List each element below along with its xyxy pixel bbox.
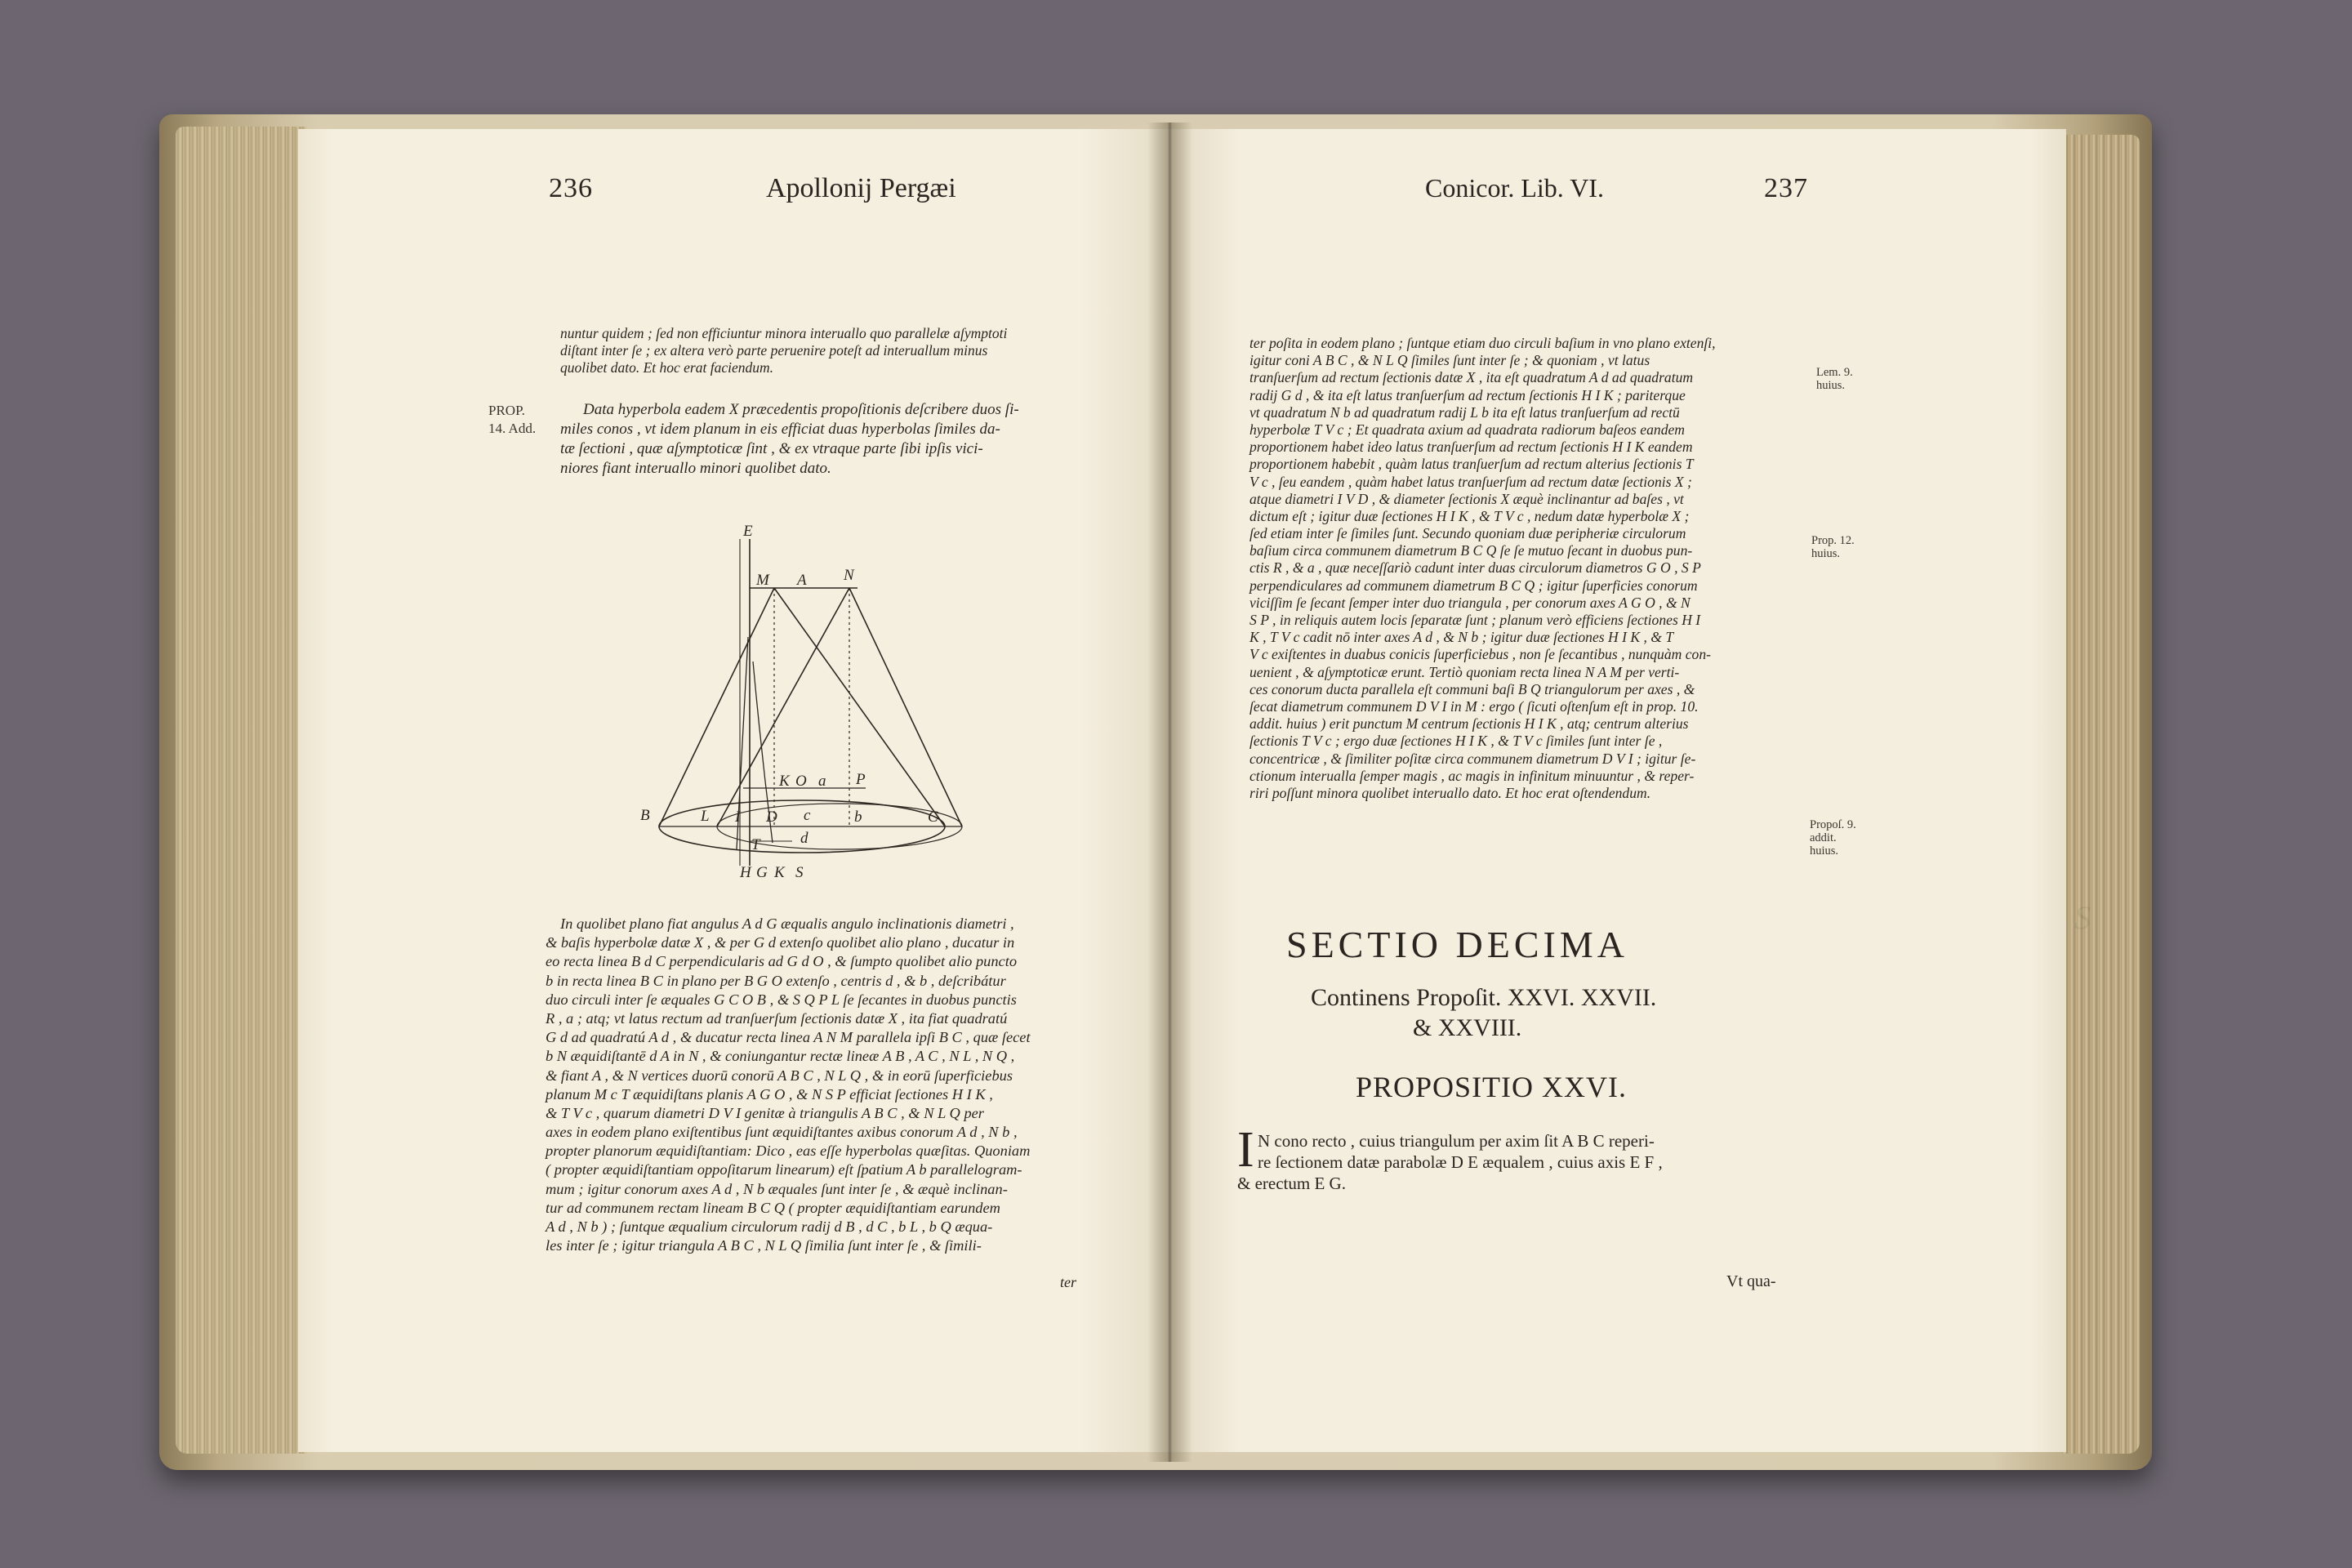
figure-label-b: b bbox=[854, 808, 862, 826]
text-line: ctionum interualla ſemper magis , ac magis in infinitum minuuntur , & reper- bbox=[1250, 767, 1695, 784]
margin-note-line: huius. bbox=[1811, 547, 1841, 560]
text-line: planum M c T æquidiſtans planis A G O , & N S P efficiat ſectiones H I K , bbox=[546, 1085, 993, 1102]
right-catchword: Vt qua- bbox=[1726, 1272, 1776, 1290]
margin-note-line: Lem. 9. bbox=[1816, 366, 1853, 379]
left-proposition-text bbox=[560, 400, 1019, 479]
text-line: proportionem habebit , quàm latus tranſuerſum ad rectum alterius ſectionis T bbox=[1250, 456, 1694, 473]
margin-note-line: huius. bbox=[1816, 379, 1846, 392]
text-line: ſed etiam inter ſe ſimiles ſunt. Secundo quoniam duæ peripheriæ circulorum bbox=[1250, 525, 1686, 542]
text-line: ctis R , & a , quæ neceſſariò cadunt inter duas circulorum diametros G O , S P bbox=[1250, 559, 1701, 577]
text-line: radij G d , & ita eſt latus tranſuerſum ad rectum ſectionis H I K ; pariterque bbox=[1250, 386, 1686, 403]
figure-label-K: K bbox=[779, 773, 790, 790]
section-title: SECTIO DECIMA bbox=[1286, 924, 1628, 965]
text-line: V c exiſtentes in duabus conicis ſuperficiebus , non ſe ſecantibus , nunquàm con- bbox=[1250, 646, 1712, 663]
text-line: viciſſim ſe ſecant ſemper inter duo triangula , per conorum axes A G O , & N bbox=[1250, 594, 1690, 611]
text-line: & T V c , quarum diametri D V I genitæ à triangulis A B C , & N L Q per bbox=[546, 1104, 984, 1121]
figure-label-d: d bbox=[800, 830, 808, 847]
drop-cap: I bbox=[1237, 1122, 1254, 1178]
text-line: igitur coni A B C , & N L Q ſimiles ſunt inter ſe ; & quoniam , vt latus bbox=[1250, 352, 1650, 369]
right-running-head: Conicor. Lib. VI. bbox=[1425, 173, 1604, 203]
left-catchword: ter bbox=[1060, 1274, 1076, 1290]
proposition-text bbox=[1237, 1130, 1663, 1194]
geometric-figure-cones bbox=[629, 523, 1013, 882]
text-line: ces conorum ducta parallela eſt communi baſi B Q triangulorum per axes , & bbox=[1250, 680, 1695, 697]
left-page-block-edge bbox=[176, 127, 306, 1454]
text-line: baſium circa communem diametrum B C Q ſe ſe mutuo ſecant in duobus pun- bbox=[1250, 542, 1693, 559]
figure-label-T: T bbox=[751, 836, 760, 853]
left-running-head: Apollonij Pergæi bbox=[766, 173, 956, 203]
left-intro-text bbox=[560, 325, 1007, 377]
text-line: ſectionis T V c ; ergo duæ ſectiones H I K , & T V c ſimiles ſunt inter ſe , bbox=[1250, 733, 1663, 750]
text-line: niores fiant interuallo minori quolibet dato. bbox=[560, 460, 831, 477]
left-body-text bbox=[546, 915, 1031, 1255]
text-line: addit. huius ) erit punctum M centrum ſectionis H I K , atq; centrum alterius bbox=[1250, 715, 1689, 733]
text-line: atque diametri I V D , & diameter ſectionis X æquè inclinantur ad baſes , vt bbox=[1250, 490, 1684, 507]
text-line: mum ; igitur conorum axes A d , N b æquales ſunt inter ſe , & æquè inclinan- bbox=[546, 1180, 1008, 1197]
figure-label-c: c bbox=[804, 807, 811, 824]
text-line: b in recta linea B C in plano per B G O extenſo , centris d , & b , deſcribátur bbox=[546, 972, 1006, 989]
text-line: b N æquidiſtantē d A in N , & coniungantur rectæ lineæ A B , A C , N L , N Q , bbox=[546, 1048, 1015, 1065]
margin-note-line: Propoſ. 9. bbox=[1810, 818, 1856, 831]
figure-label-B: B bbox=[640, 807, 650, 824]
text-line: In quolibet plano fiat angulus A d G æqualis angulo inclinationis diametri , bbox=[560, 915, 1014, 932]
text-line: G d ad quadratú A d , & ducatur recta linea A N M parallela ipſi B C , quæ ſecet bbox=[546, 1029, 1031, 1046]
text-line: Data hyperbola eadem X præcedentis propoſitionis deſcribere duos ſi- bbox=[583, 401, 1019, 418]
text-line: uenient , & aſymptoticæ erunt. Tertiò quoniam recta linea N A M per verti- bbox=[1250, 663, 1680, 680]
figure-label-E: E bbox=[743, 523, 753, 540]
text-line: V c , ſeu eandem , quàm habet latus tranſuerſum ad rectum datæ ſectionis X ; bbox=[1250, 473, 1692, 490]
margin-note-line: huius. bbox=[1810, 844, 1839, 858]
figure-label-M: M bbox=[756, 572, 769, 589]
margin-note-line: addit. bbox=[1810, 831, 1837, 844]
right-margin-note-3 bbox=[1810, 818, 1856, 858]
text-line: perpendiculares ad communem diametrum B C Q ; igitur ſuperficies conorum bbox=[1250, 577, 1698, 594]
figure-label-K-bottom: K bbox=[774, 864, 785, 881]
text-line: ter poſita in eodem plano ; ſuntque etiam duo circuli baſium in vno plano extenſi, bbox=[1250, 335, 1716, 351]
right-page-number: 237 bbox=[1764, 173, 1808, 203]
text-line: propter planorum æquidiſtantiam: Dico , eas eſſe hyperbolas quæſitas. Quoniam bbox=[546, 1143, 1031, 1160]
figure-label-a: a bbox=[818, 773, 826, 790]
text-line: concentricæ , & ſimiliter poſitæ circa communem diametrum D V I ; igitur ſe- bbox=[1250, 750, 1696, 767]
text-line: S P , in reliquis autem locis ſeparatæ ſunt ; planum verò efficiens ſectiones H I bbox=[1250, 612, 1701, 628]
text-line: eo recta linea B d C perpendicularis ad G d O , & ſumpto quolibet alio puncto bbox=[546, 953, 1018, 970]
figure-label-S: S bbox=[795, 864, 804, 881]
figure-label-C: C bbox=[928, 808, 938, 826]
text-line: duo circuli inter ſe æquales G C O B , & S Q P L ſe ſecantes in duobus punctis bbox=[546, 991, 1017, 1008]
figure-label-L: L bbox=[701, 808, 710, 825]
text-line: A d , N b ) ; ſuntque æqualium circulorum radij d B , d C , b L , b Q æqua- bbox=[546, 1218, 993, 1235]
figure-label-O: O bbox=[795, 773, 807, 790]
book-gutter bbox=[1147, 122, 1192, 1462]
text-line: tæ ſectioni , quæ aſymptoticæ ſint , & ex vtraque parte ſibi ipſis vici- bbox=[560, 440, 983, 457]
figure-label-A: A bbox=[797, 572, 807, 589]
text-line: hyperbolæ T V c ; Et quadrata axium ad quadrata radiorum baſeos eandem bbox=[1250, 421, 1686, 438]
left-margin-note bbox=[488, 402, 536, 438]
figure-label-N: N bbox=[844, 567, 854, 584]
figure-label-G: G bbox=[756, 864, 768, 881]
text-line: K , T V c cadit nō inter axes A d , & N b ; igitur duæ ſectiones H I K , & T bbox=[1250, 629, 1674, 646]
margin-note-line: PROP. bbox=[488, 403, 525, 418]
figure-label-H: H bbox=[740, 864, 751, 881]
show-through-shadow: S bbox=[2074, 899, 2091, 936]
section-contents-line-1: Continens Propoſit. XXVI. XXVII. bbox=[1311, 984, 1657, 1011]
section-contents-line-2: & XXVIII. bbox=[1413, 1014, 1522, 1041]
right-body-text bbox=[1250, 335, 1716, 802]
text-line: & fiant A , & N vertices duorū conorū A B C , N L Q , & in eorū ſuperficiebus bbox=[546, 1067, 1013, 1084]
right-margin-note-2 bbox=[1811, 534, 1855, 560]
text-line: riri poſſunt minora quolibet interuallo dato. Et hoc erat oſtendendum. bbox=[1250, 784, 1651, 801]
text-line: diſtant inter ſe ; ex altera verò parte peruenire poteſt ad interuallum minus bbox=[560, 342, 988, 359]
figure-label-P: P bbox=[856, 771, 866, 788]
text-line: & erectum E G. bbox=[1237, 1174, 1346, 1193]
text-line: vt quadratum N b ad quadratum radij L b ita eſt latus tranſuerſum ad rectū bbox=[1250, 403, 1680, 421]
proposition-heading: PROPOSITIO XXVI. bbox=[1356, 1071, 1628, 1103]
text-line: proportionem habet ideo latus tranſuerſum ad rectum ſectionis H I K eandem bbox=[1250, 439, 1693, 456]
text-line: nuntur quidem ; ſed non efficiuntur minora interuallo quo parallelæ aſymptoti bbox=[560, 325, 1008, 341]
text-line: axes in eodem plano exiſtentibus ſunt æquidiſtantes axibus conorum A d , N b , bbox=[546, 1124, 1018, 1141]
text-line: tur ad communem rectam lineam B C Q ( propter æquidiſtantiam earundem bbox=[546, 1199, 1000, 1216]
figure-label-D: D bbox=[766, 808, 777, 826]
text-line: miles conos , vt idem planum in eis efficiat duas hyperbolas ſimiles da- bbox=[560, 421, 1000, 438]
text-line: dictum eſt ; igitur duæ ſectiones H I K , & T V c , nedum datæ hyperbolæ X ; bbox=[1250, 507, 1690, 524]
text-line: ſecat diametrum communem D V I in M : ergo ( ſicuti oſtenſum eſt in prop. 10. bbox=[1250, 697, 1699, 715]
text-line: re ſectionem datæ parabolæ D E æqualem , cuius axis E F , bbox=[1258, 1152, 1663, 1172]
text-line: ( propter æquidiſtantiam oppoſitarum linearum) eſt ſpatium A b parallelogram- bbox=[546, 1161, 1022, 1178]
text-line: R , a ; atq; vt latus rectum ad tranſuerſum ſectionis datæ X , ita fiat quadratú bbox=[546, 1009, 1008, 1027]
margin-note-line: 14. Add. bbox=[488, 421, 537, 436]
text-line: quolibet dato. Et hoc erat faciendum. bbox=[560, 359, 773, 376]
margin-note-line: Prop. 12. bbox=[1811, 534, 1855, 547]
right-page-block-edge bbox=[2062, 135, 2140, 1454]
text-line: & baſis hyperbolæ datæ X , & per G d extenſo quolibet alio plano , ducatur in bbox=[546, 934, 1015, 951]
text-line: N cono recto , cuius triangulum per axim ſit A B C reperi- bbox=[1258, 1131, 1655, 1151]
figure-label-I: I bbox=[735, 808, 741, 826]
right-margin-note-1 bbox=[1816, 366, 1853, 392]
text-line: tranſuerſum ad rectum ſectionis datæ X , ita eſt quadratum A d ad quadratum bbox=[1250, 369, 1694, 386]
text-line: les inter ſe ; igitur triangula A B C , N L Q ſimilia ſunt inter ſe , & ſimili- bbox=[546, 1237, 982, 1254]
left-page-number: 236 bbox=[549, 173, 593, 203]
